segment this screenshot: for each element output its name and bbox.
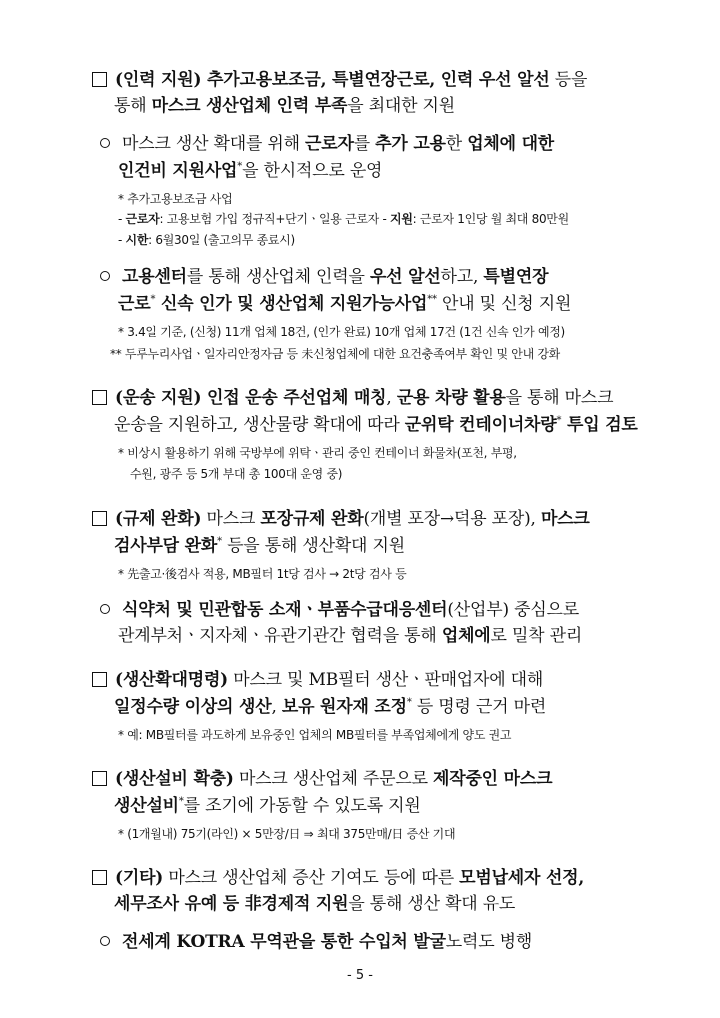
text-span: 업체에	[441, 626, 491, 646]
text-span: 인건비 지원사업	[118, 161, 238, 181]
text-span: 근로자	[125, 212, 160, 226]
footnote-line	[118, 447, 517, 459]
square-bullet-icon	[92, 771, 107, 786]
text-span: * 先출고·後검사 적용, MB필터 1t당 검사 → 2t당 검사 등	[118, 567, 407, 581]
text-span: 고용센터	[122, 267, 187, 287]
text-line	[118, 295, 571, 313]
text-span: 일정수량 이상의 생산	[114, 697, 272, 717]
text-line	[92, 672, 543, 689]
square-bullet-icon	[92, 72, 107, 87]
text-span: 로	[490, 626, 512, 646]
square-bullet-icon	[92, 672, 107, 687]
text-span: 등을	[549, 70, 588, 90]
text-span: * (1개월내) 75기(라인) × 5만장/日 ⇒ 최대 375만매/日 증산 기대	[118, 827, 456, 841]
text-span: * 예: MB필터를 과도하게 보유중인 업체의 MB필터를 부족업체에게 양도 권고	[118, 728, 512, 742]
text-span: 를 통해 생산업체 인력을	[186, 267, 370, 287]
text-line	[114, 797, 421, 815]
text-span: 안내 및 신청 지원	[436, 294, 572, 314]
text-span: 전세계 KOTRA 무역관을 통한 수입처 발굴	[122, 932, 446, 952]
text-line	[92, 72, 587, 89]
text-span: 수원, 광주 등 5개 부대 총 100대 운영 중)	[130, 467, 343, 481]
text-span: 군위탁 컨테이너차량	[404, 415, 557, 435]
circle-bullet-icon	[100, 936, 110, 946]
text-span: 생산설비	[114, 796, 179, 816]
square-bullet-icon	[92, 390, 107, 405]
footnote-line	[130, 468, 342, 480]
text-span: 군용 차량 활용	[396, 388, 506, 408]
text-span: 을 통해 마스크	[505, 388, 614, 408]
text-span: 을 통해 생산 확대 유도	[348, 894, 516, 914]
text-span: 우선 알선	[369, 267, 441, 287]
text-span: 관계부처ㆍ지자체ㆍ유관기관간 협력을 통해	[118, 626, 442, 646]
footnote-mark: *	[150, 294, 156, 305]
text-span: 세무조사 유예 등 非경제적 지원	[114, 894, 349, 914]
text-span: 을 한시적으로 운영	[242, 161, 383, 181]
footnote-mark: *	[556, 415, 562, 426]
text-span: 하고,	[440, 267, 484, 287]
text-span: * 추가고용보조금 사업	[118, 192, 233, 206]
footnote-line	[118, 326, 565, 338]
text-span: 을 최대한 지원	[347, 96, 456, 116]
footnote-mark: *	[178, 796, 184, 807]
text-span: 마스크 및 MB필터 생산ㆍ판매업자에 대해	[228, 670, 544, 690]
text-line	[118, 628, 582, 645]
text-line	[114, 98, 455, 115]
text-span: (생산설비 확충)	[115, 769, 234, 789]
text-span: (산업부) 중심으로	[447, 600, 579, 620]
footnote-line	[118, 729, 511, 741]
text-span: 등 명령 근거 마련	[411, 697, 547, 717]
text-span: -	[118, 233, 126, 247]
text-line	[114, 698, 546, 716]
footnote-line	[118, 193, 232, 205]
text-span: (규제 완화)	[115, 509, 202, 529]
text-span: 식약처 및 민관합동 소재ㆍ부품수급대응센터	[122, 600, 448, 620]
footnote-mark: *	[237, 161, 243, 172]
text-span: 마스크	[540, 509, 590, 529]
footnote-mark: *	[217, 536, 222, 547]
circle-bullet-icon	[100, 138, 110, 148]
circle-bullet-icon	[100, 271, 110, 281]
text-span: 추가 고용	[375, 134, 446, 154]
footnote-line	[118, 213, 569, 225]
footnote-line	[110, 348, 560, 360]
text-span: 제작중인 마스크	[433, 769, 553, 789]
text-span: (기타)	[115, 868, 164, 888]
text-span: 밀착 관리	[511, 626, 583, 646]
footnote-mark: **	[427, 294, 437, 305]
text-span: 모범납세자 선정,	[459, 868, 585, 888]
text-span: 근로	[118, 294, 151, 314]
square-bullet-icon	[92, 511, 107, 526]
text-line	[100, 934, 532, 951]
footnote-line	[118, 234, 295, 246]
text-span: (운송 지원) 인접 운송 주선업체 매칭	[115, 388, 387, 408]
text-line	[100, 269, 548, 286]
footnote-mark: *	[406, 697, 412, 708]
text-line	[92, 511, 590, 528]
footnote-line	[118, 828, 455, 840]
text-line	[114, 896, 515, 913]
text-span: -	[118, 212, 126, 226]
text-span: 검사부담 완화	[114, 536, 218, 556]
text-span: 보유 원자재 조정	[281, 697, 407, 717]
text-span: 신속 인가 및 생산업체 지원가능사업	[155, 294, 428, 314]
text-span: : 고용보험 가입 정규직+단기ㆍ일용 근로자 -	[159, 212, 391, 226]
text-span: 등을 통해 생산확대 지원	[221, 536, 405, 556]
text-span: 마스크	[201, 509, 261, 529]
text-span: 마스크 생산업체 주문으로	[233, 769, 434, 789]
text-span: 마스크 생산업체 인력 부족	[151, 96, 348, 116]
text-span: : 6월30일 (출고의무 종료시)	[148, 233, 295, 247]
text-span: 노력도 병행	[445, 932, 533, 952]
square-bullet-icon	[92, 870, 107, 885]
text-span: 를 조기에 가동할 수 있도록 지원	[183, 796, 421, 816]
text-span: 업체에 대한	[467, 134, 555, 154]
text-span: 마스크 생산 확대를 위해	[122, 134, 306, 154]
circle-bullet-icon	[100, 604, 110, 614]
text-line	[92, 870, 584, 887]
text-span: ,	[386, 388, 397, 408]
text-span: (개별 포장→덕용 포장),	[363, 509, 541, 529]
text-span: * 비상시 활용하기 위해 국방부에 위탁ㆍ관리 중인 컨테이너 화물차(포천, 부평,	[118, 446, 517, 460]
text-span: 지원	[390, 212, 413, 226]
text-line	[114, 416, 638, 434]
text-span: ** 두루누리사업ㆍ일자리안정자금 등 未신청업체에 대한 요건충족여부 확인 및 안내 강화	[110, 347, 560, 361]
text-span: 한	[445, 134, 468, 154]
text-line	[118, 162, 382, 180]
text-line	[114, 537, 405, 555]
text-line	[92, 771, 552, 788]
text-line	[100, 602, 579, 619]
footnote-line	[118, 568, 406, 580]
page-number: - 5 -	[347, 968, 373, 983]
text-span: : 근로자 1인당 월 최대 80만원	[412, 212, 569, 226]
text-line	[92, 390, 613, 407]
text-span: 운송을 지원하고, 생산물량 확대에 따라	[114, 415, 405, 435]
text-span: 근로자	[305, 134, 354, 154]
text-span: 를	[353, 134, 376, 154]
text-line	[100, 136, 554, 153]
text-span: (생산확대명령)	[115, 670, 229, 690]
text-span: * 3.4일 기준, (신청) 11개 업체 18건, (인가 완료) 10개 업체 17건 (1건 신속 인가 예정)	[118, 325, 565, 339]
text-span: 시한	[125, 233, 149, 247]
text-span: 투입 검토	[561, 415, 638, 435]
text-span: 마스크 생산업체 증산 기여도 등에 따른	[163, 868, 460, 888]
text-span: (인력 지원) 추가고용보조금, 특별연장근로, 인력 우선 알선	[115, 70, 550, 90]
text-span: 통해	[114, 96, 152, 116]
text-span: ,	[271, 697, 282, 717]
text-span: 포장규제 완화	[260, 509, 364, 529]
text-span: 특별연장	[483, 267, 549, 287]
